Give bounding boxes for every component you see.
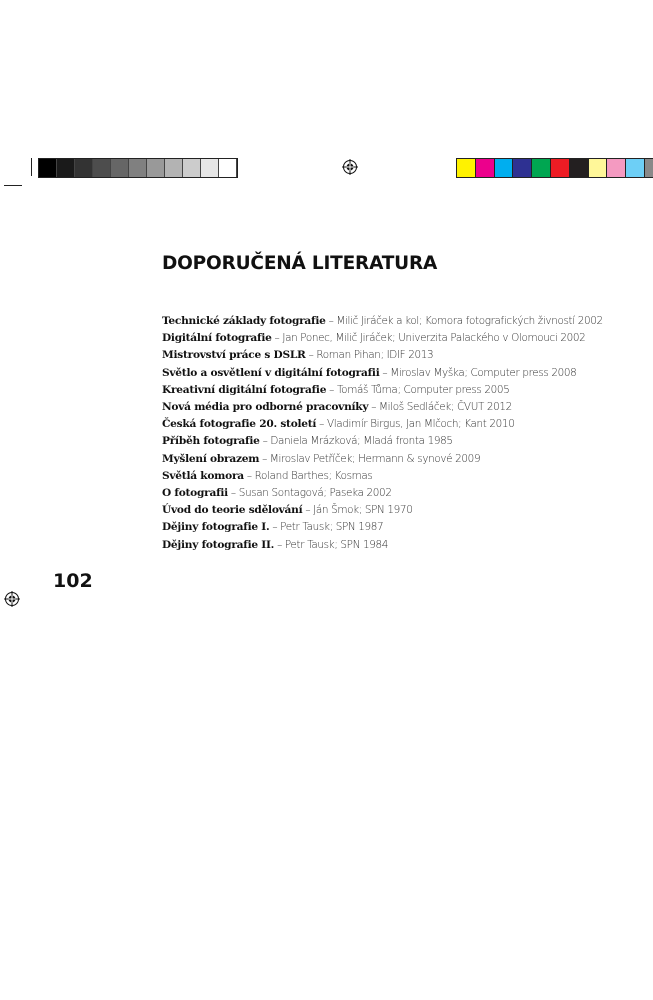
reference-detail: – Miloš Sedláček; ČVUT 2012	[368, 401, 512, 414]
color-swatch	[551, 159, 570, 177]
gray-swatch	[111, 159, 129, 177]
reference-title: Úvod do teorie sdělování	[162, 504, 303, 517]
gray-swatch	[183, 159, 201, 177]
reference-item	[162, 416, 632, 433]
reference-list	[162, 313, 632, 554]
color-swatch	[476, 159, 495, 177]
reference-detail: – Ján Šmok; SPN 1970	[302, 504, 413, 517]
page-number: 102	[53, 570, 93, 592]
reference-title: Dějiny fotografie I.	[162, 521, 270, 534]
reference-title: Digitální fotografie	[162, 332, 272, 345]
registration-mark-icon	[342, 159, 358, 175]
gray-swatch	[75, 159, 93, 177]
reference-detail: – Miroslav Myška; Computer press 2008	[379, 366, 577, 379]
reference-title: Nová média pro odborné pracovníky	[162, 401, 369, 414]
reference-item	[162, 382, 632, 399]
reference-detail: – Roland Barthes; Kosmas	[243, 469, 373, 482]
gray-swatch	[129, 159, 147, 177]
reference-detail: – Petr Tausk; SPN 1987	[269, 521, 384, 534]
reference-title: Kreativní digitální fotografie	[162, 383, 327, 396]
reference-title: Myšlení obrazem	[162, 452, 260, 465]
reference-item	[162, 365, 632, 382]
color-swatch	[645, 159, 653, 177]
reference-item	[162, 313, 632, 330]
color-swatch	[457, 159, 476, 177]
reference-item	[162, 330, 632, 347]
reference-item	[162, 519, 632, 536]
reference-detail: – Daniela Mrázková; Mladá fronta 1985	[259, 435, 453, 448]
reference-detail: – Miroslav Petříček; Hermann & synové 2009	[259, 452, 481, 465]
reference-item	[162, 433, 632, 450]
reference-item	[162, 451, 632, 468]
color-swatch	[532, 159, 551, 177]
reference-item	[162, 347, 632, 364]
reference-detail: – Petr Tausk; SPN 1984	[274, 538, 389, 551]
reference-title: O fotografii	[162, 487, 228, 500]
gray-swatch	[93, 159, 111, 177]
reference-title: Dějiny fotografie II.	[162, 538, 275, 551]
reference-detail: – Susan Sontagová; Paseka 2002	[227, 487, 392, 500]
crop-mark-vertical	[31, 158, 32, 176]
color-swatch	[626, 159, 645, 177]
page-title: DOPORUČENÁ LITERATURA	[162, 253, 438, 274]
reference-item	[162, 485, 632, 502]
registration-mark-icon	[4, 591, 20, 607]
gray-swatch	[165, 159, 183, 177]
color-swatch	[495, 159, 514, 177]
reference-title: Technické základy fotografie	[162, 315, 326, 327]
color-swatch	[589, 159, 608, 177]
grayscale-calibration-bar	[38, 158, 238, 178]
color-swatch	[570, 159, 589, 177]
gray-swatch	[201, 159, 219, 177]
gray-swatch	[57, 159, 75, 177]
crop-mark-horizontal	[4, 185, 22, 186]
gray-swatch	[147, 159, 165, 177]
gray-swatch	[39, 159, 57, 177]
reference-detail: – Tomáš Tůma; Computer press 2005	[326, 383, 510, 396]
reference-title: Česká fotografie 20. století	[162, 418, 317, 431]
reference-item	[162, 537, 632, 554]
color-swatch	[513, 159, 532, 177]
color-swatch	[607, 159, 626, 177]
reference-title: Mistrovství práce s DSLR	[162, 349, 306, 362]
reference-item	[162, 502, 632, 519]
color-calibration-bar	[456, 158, 653, 178]
reference-item	[162, 399, 632, 416]
reference-title: Světlá komora	[162, 469, 244, 482]
reference-title: Příběh fotografie	[162, 435, 260, 448]
reference-title: Světlo a osvětlení v digitální fotografii	[162, 366, 380, 379]
reference-detail: – Jan Ponec, Milič Jiráček; Univerzita Palackého v Olomouci 2002	[271, 332, 586, 345]
reference-detail: – Roman Pihan; IDIF 2013	[305, 349, 434, 362]
reference-detail: – Vladimír Birgus, Jan Mlčoch; Kant 2010	[316, 418, 515, 431]
reference-detail: – Milič Jiráček a kol; Komora fotografických živností 2002	[325, 315, 603, 327]
gray-swatch	[219, 159, 237, 177]
reference-item	[162, 468, 632, 485]
